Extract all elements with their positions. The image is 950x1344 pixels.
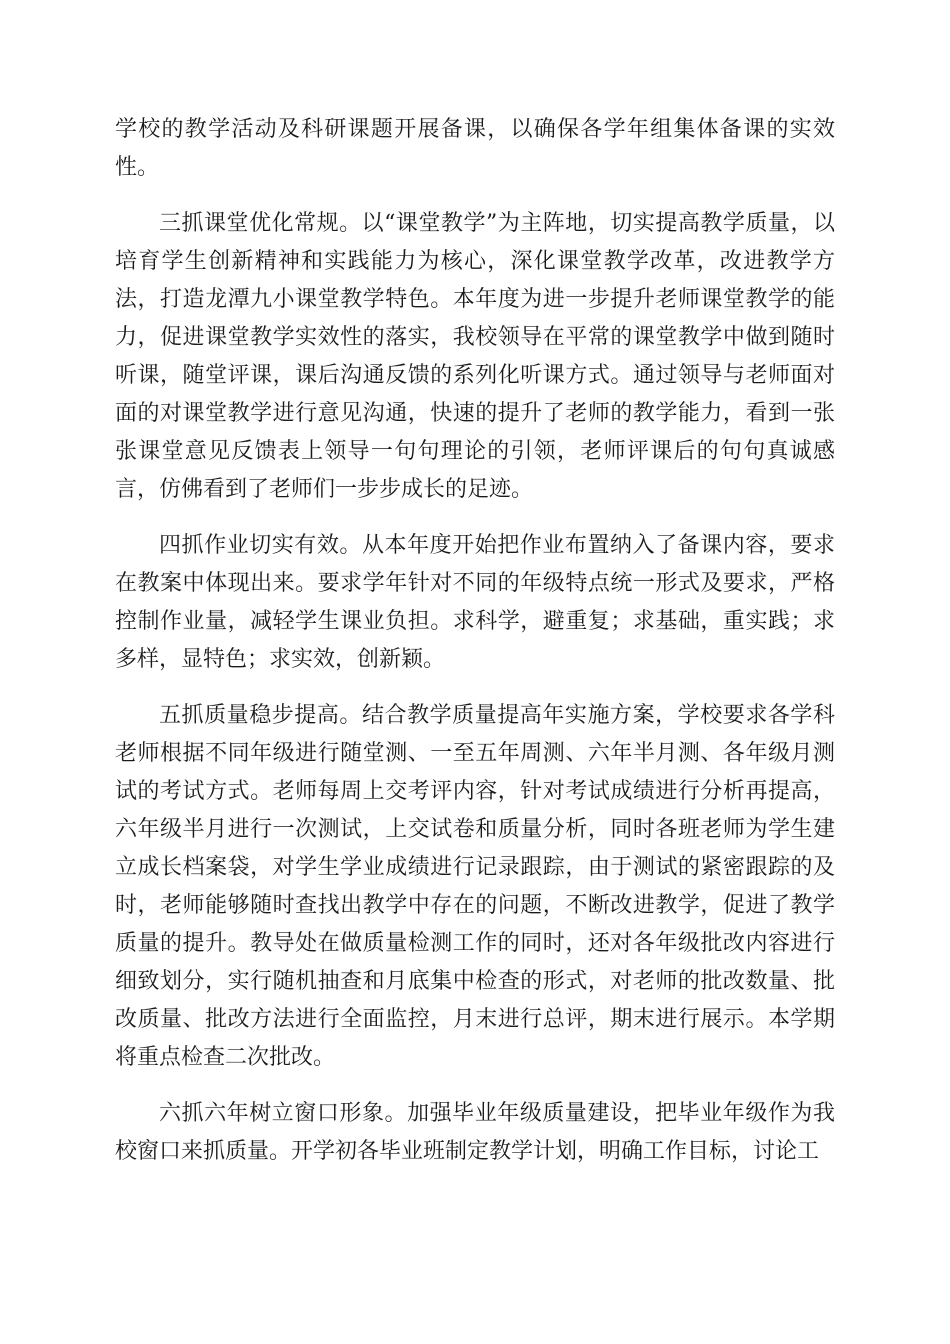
paragraph-homework-effectiveness: 四抓作业切实有效。从本年度开始把作业布置纳入了备课内容，要求在教案中体现出来。要求学年针对不同的年级特点统一形式及要求，严格控制作业量，减轻学生课业负担。求科学，避重复；求基础，重实践；求多样，显特色；求实效，创新颖。 bbox=[115, 533, 835, 672]
paragraph-continuation: 学校的教学活动及科研课题开展备课，以确保各学年组集体备课的实效性。 bbox=[115, 117, 835, 180]
paragraph-classroom-optimization: 三抓课堂优化常规。以“课堂教学”为主阵地，切实提高教学质量，以培育学生创新精神和实践能力为核心，深化课堂教学改革，改进教学方法，打造龙潭九小课堂教学特色。本年度为进一步提升老师课堂教学的能力，促进课堂教学实效性的落实，我校领导在平常的课堂教学中做到随时听课，随堂评课，课后沟通反馈的系列化听课方式。通过领导与老师面对面的对课堂教学进行意见沟通，快速的提升了老师的教学能力，看到一张张课堂意见反馈表上领导一句句理论的引领，老师评课后的句句真诚感言，仿佛看到了老师们一步步成长的足迹。 bbox=[115, 211, 835, 502]
paragraph-grade-six-image: 六抓六年树立窗口形象。加强毕业年级质量建设，把毕业年级作为我校窗口来抓质量。开学初各毕业班制定教学计划，明确工作目标，讨论工 bbox=[115, 1101, 835, 1164]
paragraph-quality-improvement: 五抓质量稳步提高。结合教学质量提高年实施方案，学校要求各学科老师根据不同年级进行随堂测、一至五年周测、六年半月测、各年级月测试的考试方式。老师每周上交考评内容，针对考试成绩进行分析再提高，六年级半月进行一次测试，上交试卷和质量分析，同时各班老师为学生建立成长档案袋，对学生学业成绩进行记录跟踪，由于测试的紧密跟踪的及时，老师能够随时查找出教学中存在的问题，不断改进教学，促进了教学质量的提升。教导处在做质量检测工作的同时，还对各年级批改内容进行细致划分，实行随机抽查和月底集中检查的形式，对老师的批改数量、批改质量、批改方法进行全面监控，月末进行总评，期末进行展示。本学期将重点检查二次批改。 bbox=[115, 703, 835, 1070]
document-page bbox=[115, 111, 835, 1189]
